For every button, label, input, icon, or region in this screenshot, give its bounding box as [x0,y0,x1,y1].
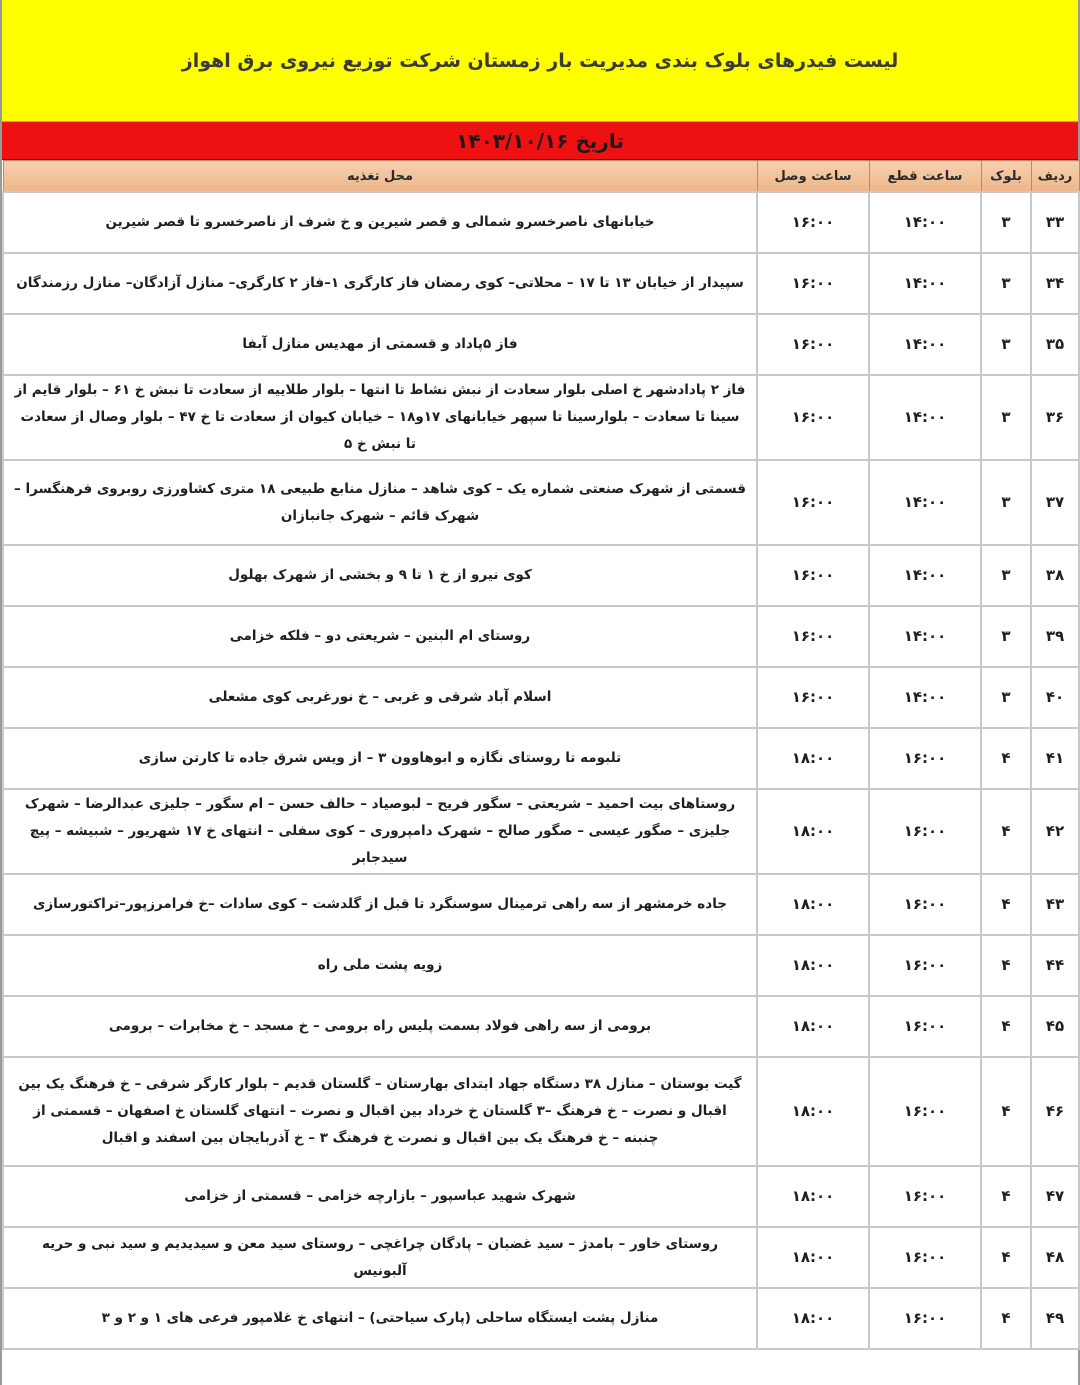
block-cell: ۴ [981,935,1031,996]
title-banner [2,0,1078,122]
table-row [3,728,1079,789]
cut-time-cell: ۱۶:۰۰ [869,1166,981,1227]
row-number-cell: ۴۰ [1031,667,1079,728]
table-row [3,314,1079,375]
connect-time-cell: ۱۸:۰۰ [757,874,869,935]
table-row [3,935,1079,996]
date-label: تاریخ ۱۴۰۳/۱۰/۱۶ [456,128,624,153]
location-cell: سپیدار از خیابان ۱۳ تا ۱۷ – محلاتی– کوی رمضان فاز کارگری ۱–فاز ۲ کارگری– منازل آزادگان– منازل رزمندگان [3,253,757,314]
row-number-cell: ۴۱ [1031,728,1079,789]
connect-time-cell: ۱۸:۰۰ [757,1057,869,1166]
header-connect-time: ساعت وصل [757,161,869,193]
table-row [3,460,1079,545]
connect-time-cell: ۱۸:۰۰ [757,935,869,996]
table-row [3,1288,1079,1349]
cut-time-cell: ۱۴:۰۰ [869,667,981,728]
table-row [3,667,1079,728]
location-cell: زویه پشت ملی راه [3,935,757,996]
cut-time-cell: ۱۴:۰۰ [869,253,981,314]
header-location: محل تغذیه [3,161,757,193]
table-row [3,789,1079,874]
connect-time-cell: ۱۶:۰۰ [757,545,869,606]
table-body [3,192,1079,1349]
connect-time-cell: ۱۶:۰۰ [757,253,869,314]
block-cell: ۳ [981,545,1031,606]
connect-time-cell: ۱۸:۰۰ [757,1227,869,1288]
header-cut-time: ساعت قطع [869,161,981,193]
table-row [3,192,1079,253]
row-number-cell: ۳۵ [1031,314,1079,375]
cut-time-cell: ۱۴:۰۰ [869,192,981,253]
block-cell: ۴ [981,874,1031,935]
connect-time-cell: ۱۶:۰۰ [757,375,869,460]
connect-time-cell: ۱۸:۰۰ [757,789,869,874]
connect-time-cell: ۱۸:۰۰ [757,1288,869,1349]
table-row [3,545,1079,606]
cut-time-cell: ۱۶:۰۰ [869,728,981,789]
row-number-cell: ۳۳ [1031,192,1079,253]
block-cell: ۳ [981,253,1031,314]
row-number-cell: ۴۳ [1031,874,1079,935]
connect-time-cell: ۱۶:۰۰ [757,192,869,253]
location-cell: روستای خاور – بامدژ – سید غضبان – پادگان چراغچی – روستای سید معن و سیدیدیم و سید نبی و حریه آلبونیس [3,1227,757,1288]
location-cell: روستای ام البنین – شریعتی دو – فلکه خزامی [3,606,757,667]
location-cell: تلبومه تا روستای نگازه و ابوهاوون ۳ – از ویس شرق جاده تا کارتن سازی [3,728,757,789]
block-cell: ۴ [981,789,1031,874]
feeder-table [2,160,1080,1350]
block-cell: ۳ [981,460,1031,545]
connect-time-cell: ۱۸:۰۰ [757,1166,869,1227]
location-cell: فاز ۲ پادادشهر خ اصلی بلوار سعادت از نبش نشاط تا انتها – بلوار طلاییه از سعادت تا نبش خ ۶۱ – بلوار قایم از سینا تا سعادت – بلوارسینا تا سپهر خیابانهای ۱۷و۱۸ – خیابان کیوان از سعادت تا خ ۴۷ – بلوار وصال از سعادت تا نبش خ ۵ [3,375,757,460]
connect-time-cell: ۱۶:۰۰ [757,460,869,545]
table-row [3,375,1079,460]
block-cell: ۳ [981,667,1031,728]
cut-time-cell: ۱۶:۰۰ [869,1057,981,1166]
connect-time-cell: ۱۶:۰۰ [757,314,869,375]
row-number-cell: ۳۶ [1031,375,1079,460]
cut-time-cell: ۱۶:۰۰ [869,1227,981,1288]
location-cell: کوی نیرو از خ ۱ تا ۹ و بخشی از شهرک بهلول [3,545,757,606]
connect-time-cell: ۱۸:۰۰ [757,728,869,789]
header-row-number: ردیف [1031,161,1079,193]
cut-time-cell: ۱۶:۰۰ [869,996,981,1057]
block-cell: ۴ [981,728,1031,789]
cut-time-cell: ۱۴:۰۰ [869,314,981,375]
location-cell: برومی از سه راهی فولاد بسمت پلیس راه برومی – خ مسجد – خ مخابرات – برومی [3,996,757,1057]
cut-time-cell: ۱۴:۰۰ [869,606,981,667]
row-number-cell: ۴۸ [1031,1227,1079,1288]
table-row [3,606,1079,667]
cut-time-cell: ۱۴:۰۰ [869,375,981,460]
connect-time-cell: ۱۸:۰۰ [757,996,869,1057]
header-row [3,161,1079,193]
location-cell: فاز ۵پاداد و قسمتی از مهدیس منازل آبفا [3,314,757,375]
table-row [3,1057,1079,1166]
location-cell: قسمتی از شهرک صنعتی شماره یک – کوی شاهد – منازل منابع طبیعی ۱۸ متری کشاورزی روبروی فرهنگسرا – شهرک قائم – شهرک جانبازان [3,460,757,545]
row-number-cell: ۳۷ [1031,460,1079,545]
connect-time-cell: ۱۶:۰۰ [757,667,869,728]
row-number-cell: ۴۲ [1031,789,1079,874]
table-row [3,253,1079,314]
block-cell: ۴ [981,1288,1031,1349]
table-row [3,1227,1079,1288]
table-row [3,1166,1079,1227]
block-cell: ۳ [981,606,1031,667]
row-number-cell: ۴۵ [1031,996,1079,1057]
connect-time-cell: ۱۶:۰۰ [757,606,869,667]
block-cell: ۳ [981,375,1031,460]
block-cell: ۳ [981,314,1031,375]
table-row [3,996,1079,1057]
block-cell: ۴ [981,996,1031,1057]
page-title: لیست فیدرهای بلوک بندی مدیریت بار زمستان شرکت توزیع نیروی برق اهواز [181,49,899,72]
location-cell: اسلام آباد شرقی و غربی – خ نورغربی کوی مشعلی [3,667,757,728]
cut-time-cell: ۱۶:۰۰ [869,874,981,935]
block-cell: ۴ [981,1057,1031,1166]
row-number-cell: ۳۹ [1031,606,1079,667]
cut-time-cell: ۱۴:۰۰ [869,460,981,545]
block-cell: ۳ [981,192,1031,253]
location-cell: منازل پشت ایستگاه ساحلی (پارک سیاحتی) – انتهای خ غلامپور فرعی های ۱ و ۲ و ۳ [3,1288,757,1349]
block-cell: ۴ [981,1166,1031,1227]
cut-time-cell: ۱۶:۰۰ [869,789,981,874]
row-number-cell: ۴۴ [1031,935,1079,996]
date-banner [2,122,1078,160]
location-cell: روستاهای بیت احمید – شریعتی – سگور فریح – لبوصیاد – حالف حسن – ام سگور – جلیزی عبدالرضا – شهرک جلیزی – صگور عیسی – صگور صالح – شهرک دامپروری – کوی سفلی – انتهای خ ۱۷ شهریور – شبیشه – پیچ سیدجابر [3,789,757,874]
row-number-cell: ۳۴ [1031,253,1079,314]
row-number-cell: ۴۹ [1031,1288,1079,1349]
row-number-cell: ۳۸ [1031,545,1079,606]
table-row [3,874,1079,935]
cut-time-cell: ۱۶:۰۰ [869,1288,981,1349]
block-cell: ۴ [981,1227,1031,1288]
cut-time-cell: ۱۴:۰۰ [869,545,981,606]
row-number-cell: ۴۶ [1031,1057,1079,1166]
header-block: بلوک [981,161,1031,193]
location-cell: جاده خرمشهر از سه راهی ترمینال سوسنگرد تا قبل از گلدشت – کوی سادات –خ فرامرزپور–تراکتورسازی [3,874,757,935]
row-number-cell: ۴۷ [1031,1166,1079,1227]
location-cell: گیت بوستان – منازل ۳۸ دستگاه جهاد ابتدای بهارستان – گلستان قدیم – بلوار کارگر شرقی – خ فرهنگ یک بین اقبال و نصرت – خ فرهنگ –۳ گلستان خ خرداد بین اقبال و نصرت – انتهای گلستان خ اصفهان – قسمتی از چنبنه – خ فرهنگ یک بین اقبال و نصرت خ فرهنگ ۳ – خ آذربایجان بین اسفند و اقبال [3,1057,757,1166]
location-cell: شهرک شهید عباسپور – بازارچه خزامی – قسمتی از خزامی [3,1166,757,1227]
cut-time-cell: ۱۶:۰۰ [869,935,981,996]
location-cell: خیابانهای ناصرخسرو شمالی و قصر شیرین و خ شرف از ناصرخسرو تا قصر شیرین [3,192,757,253]
